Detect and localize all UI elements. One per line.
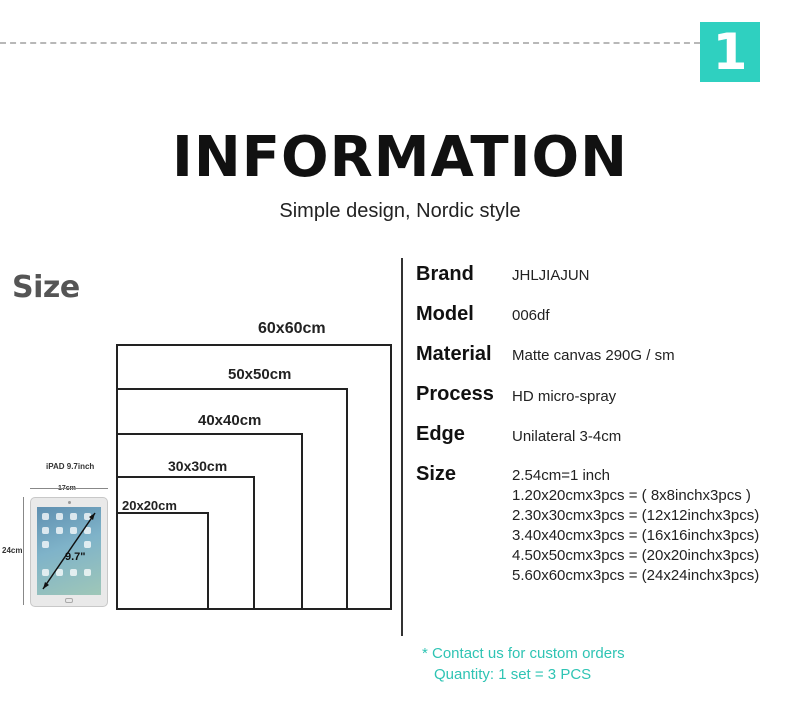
size-line-40x40: 3.40x40cmx3pcs = (16x16inchx3pcs) (512, 527, 760, 544)
spec-label-size: Size (416, 463, 457, 485)
page-subtitle: Simple design, Nordic style (279, 200, 521, 222)
size-line-conversion: 2.54cm=1 inch (512, 467, 610, 484)
spec-label-model: Model (416, 303, 474, 325)
quantity-note: Quantity: 1 set = 3 PCS (434, 666, 592, 683)
ipad-height-dimension-line (23, 497, 24, 605)
spec-value-model: 006df (512, 307, 550, 324)
vertical-divider (401, 258, 403, 636)
page-title: INFORMATION (172, 125, 628, 190)
ipad-width-label: 17cm (58, 485, 76, 492)
size-heading: Size (12, 270, 80, 305)
ipad-screen-size-label: 9.7" (65, 551, 86, 563)
spec-value-brand: JHLJIAJUN (512, 267, 590, 284)
square-20x20 (116, 512, 209, 610)
size-line-30x30: 2.30x30cmx3pcs = (12x12inchx3pcs) (512, 507, 760, 524)
size-line-50x50: 4.50x50cmx3pcs = (20x20inchx3pcs) (512, 547, 760, 564)
label-60x60: 60x60cm (258, 320, 326, 337)
ipad-caption: iPAD 9.7inch (46, 462, 95, 471)
spec-value-process: HD micro-spray (512, 388, 617, 405)
spec-value-edge: Unilateral 3-4cm (512, 428, 622, 445)
spec-label-edge: Edge (416, 423, 465, 445)
spec-label-brand: Brand (416, 263, 474, 285)
label-30x30: 30x30cm (168, 458, 228, 474)
ipad-illustration (30, 497, 108, 607)
size-line-20x20: 1.20x20cmx3pcs = ( 8x8inchx3pcs ) (512, 487, 751, 504)
ipad-home-button-icon (65, 598, 73, 603)
spec-value-material: Matte canvas 290G / sm (512, 347, 675, 364)
label-20x20: 20x20cm (122, 498, 177, 513)
spec-label-material: Material (416, 343, 492, 365)
spec-label-process: Process (416, 383, 494, 405)
ipad-height-label: 24cm (2, 546, 23, 555)
custom-order-note: * Contact us for custom orders (422, 645, 625, 662)
label-40x40: 40x40cm (198, 412, 262, 429)
ipad-width-dimension-line (30, 488, 108, 489)
dashed-separator (0, 42, 700, 44)
section-number-badge: 1 (700, 22, 760, 82)
label-50x50: 50x50cm (228, 366, 292, 383)
ipad-camera-icon (68, 501, 71, 504)
ipad-screen (37, 507, 101, 595)
size-line-60x60: 5.60x60cmx3pcs = (24x24inchx3pcs) (512, 567, 760, 584)
